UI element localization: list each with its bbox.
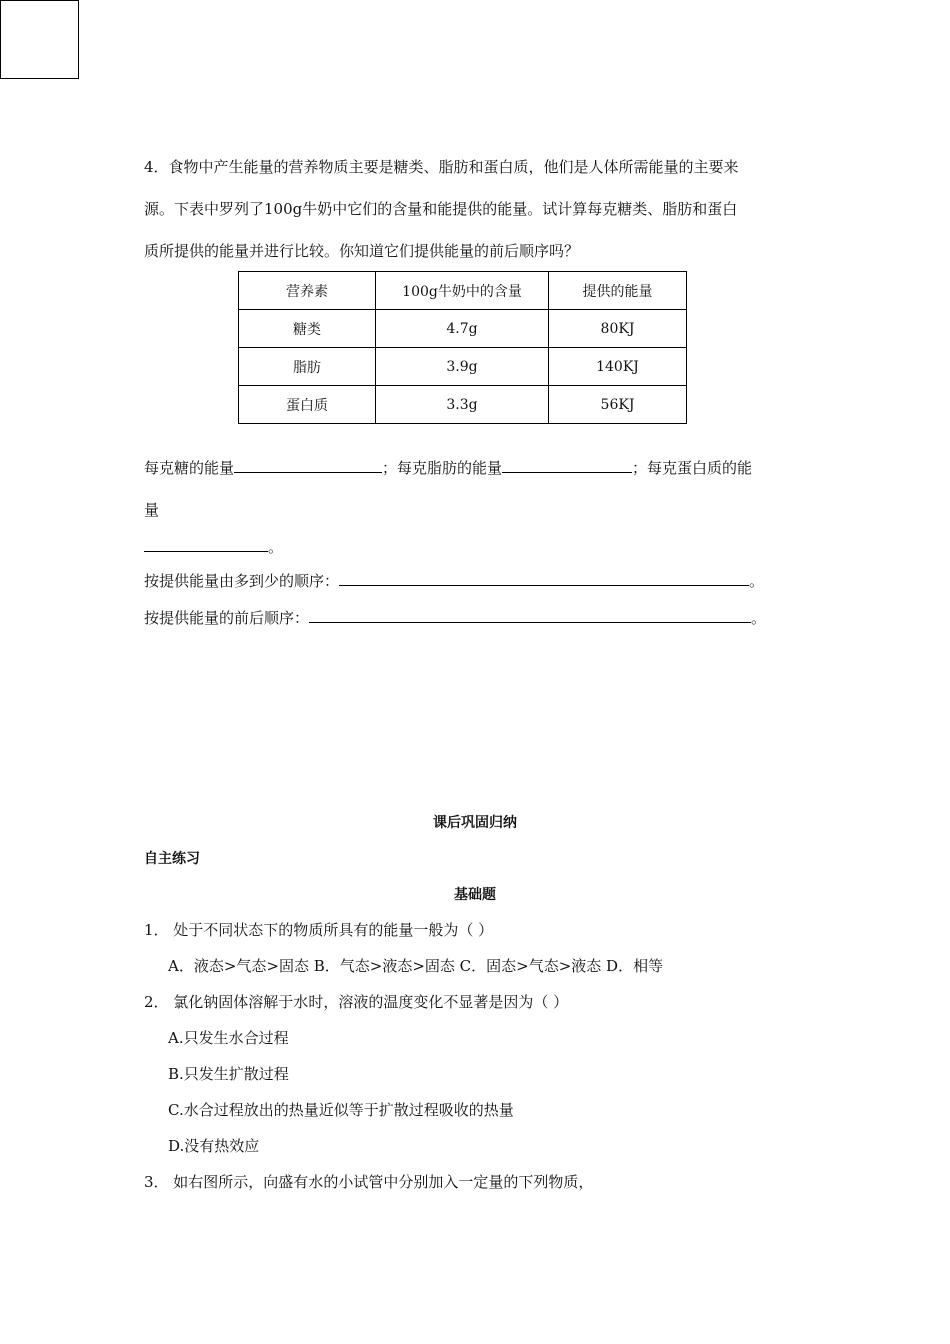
section-subtitle: 自主练习 — [144, 851, 200, 867]
table-cell: 蛋白质 — [239, 386, 376, 424]
question-1-stem: 1． 处于不同状态下的物质所具有的能量一般为（ ） — [144, 921, 494, 939]
table-cell: 80KJ — [549, 310, 687, 348]
table-cell: 糖类 — [239, 310, 376, 348]
question-2-stem: 2． 氯化钠固体溶解于水时，溶液的温度变化不显著是因为（ ） — [144, 993, 569, 1011]
fill-end-1: 。 — [268, 538, 284, 556]
fill-line-1-cont: 量 — [144, 501, 160, 519]
answer-blank-order-amount[interactable] — [339, 573, 749, 586]
table-row — [239, 310, 687, 348]
table-cell: 4.7g — [376, 310, 549, 348]
table-row — [239, 348, 687, 386]
fill-end-2: 。 — [749, 572, 765, 590]
table-cell: 脂肪 — [239, 348, 376, 386]
table-header: 提供的能量 — [549, 272, 687, 310]
fill-line-1-blank — [144, 536, 283, 557]
table-header: 营养素 — [239, 272, 376, 310]
answer-blank-fat[interactable] — [502, 460, 632, 473]
fill-end-3: 。 — [751, 609, 767, 627]
fill-label-protein: ；每克蛋白质的能 — [632, 459, 753, 477]
section-title: 课后巩固归纳 — [433, 815, 517, 831]
question-2-option-b: B.只发生扩散过程 — [168, 1065, 289, 1083]
question-2-option-c: C.水合过程放出的热量近似等于扩散过程吸收的热量 — [168, 1101, 514, 1119]
question-1-options: A．液态>气态>固态 B．气态>液态>固态 C．固态>气态>液态 D．相等 — [168, 957, 664, 975]
fill-label-order-amount: 按提供能量由多到少的顺序： — [144, 572, 340, 590]
fill-label-sugar: 每克糖的能量 — [144, 459, 235, 477]
answer-blank-sugar[interactable] — [234, 460, 382, 473]
fill-line-1 — [144, 457, 752, 478]
question-2-option-d: D.没有热效应 — [168, 1137, 260, 1155]
corner-box — [0, 0, 79, 79]
answer-blank-protein[interactable] — [144, 539, 268, 552]
table-cell: 140KJ — [549, 348, 687, 386]
q4-line1: 4．食物中产生能量的营养物质主要是糖类、脂肪和蛋白质，他们是人体所需能量的主要来 — [144, 158, 739, 176]
table-row — [239, 386, 687, 424]
fill-label-order-sequence: 按提供能量的前后顺序： — [144, 609, 310, 627]
table-cell: 3.3g — [376, 386, 549, 424]
fill-label-fat: ；每克脂肪的能量 — [382, 459, 503, 477]
q4-line3: 质所提供的能量并进行比较。你知道它们提供能量的前后顺序吗？ — [144, 242, 580, 260]
q4-line2: 源。下表中罗列了100g牛奶中它们的含量和能提供的能量。试计算每克糖类、脂肪和蛋白 — [144, 200, 738, 218]
level-heading: 基础题 — [454, 887, 496, 903]
table-cell: 56KJ — [549, 386, 687, 424]
table-cell: 3.9g — [376, 348, 549, 386]
fill-line-2 — [144, 570, 764, 591]
table-header-row — [239, 272, 687, 310]
nutrient-table — [238, 271, 687, 424]
table-header: 100g牛奶中的含量 — [376, 272, 549, 310]
answer-blank-order-sequence[interactable] — [309, 610, 751, 623]
fill-line-3 — [144, 607, 766, 628]
question-3-stem: 3． 如右图所示，向盛有水的小试管中分别加入一定量的下列物质， — [144, 1173, 594, 1191]
question-2-option-a: A.只发生水合过程 — [168, 1029, 289, 1047]
